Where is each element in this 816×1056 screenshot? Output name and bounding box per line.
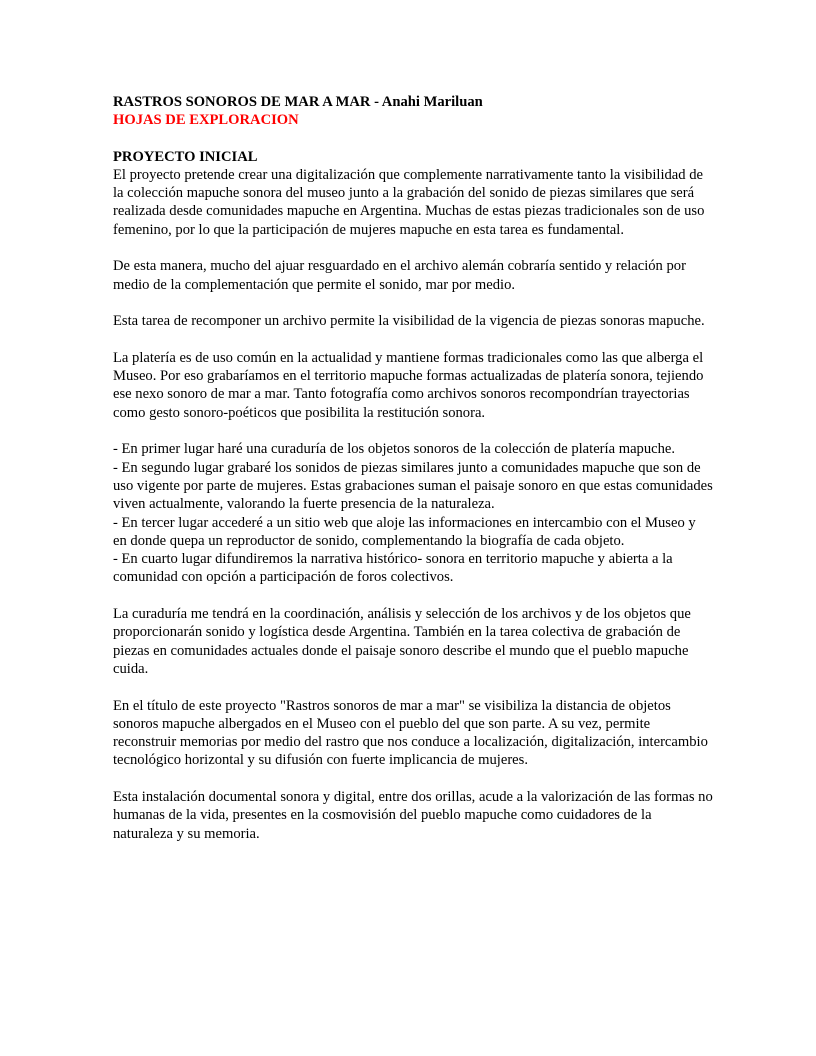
paragraph: La curaduría me tendrá en la coordinación, análisis y selección de los archivos y de los objetos que proporcionarán sonido y logística desde Argentina. También en la tarea colectiva de grabación de piezas en comunidades actuales donde el paisaje sonoro describe el mundo que el pueblo mapuche cuida. — [113, 606, 691, 677]
section-heading: PROYECTO INICIAL — [113, 148, 258, 165]
list-item: - En cuarto lugar difundiremos la narrativa histórico- sonora en territorio mapuche y abierta a la comunidad con opción a participación de foros colectivos. — [113, 551, 673, 586]
paragraph: Esta instalación documental sonora y digital, entre dos orillas, acude a la valorización de las formas no humanas de la vida, presentes en la cosmovisión del pueblo mapuche como cuidadores de la naturaleza y su memoria. — [113, 788, 713, 842]
paragraph: La platería es de uso común en la actualidad y mantiene formas tradicionales como las que alberga el Museo. Por eso grabaríamos en el territorio mapuche formas actualizadas de platería sonora, tejiendo ese nexo sonoro de mar a mar. Tanto fotografía como archivos sonoros recompondrían trayectorias como gesto sonoro-poéticos que posibilita la restitución sonora. — [113, 349, 704, 421]
list-item: - En tercer lugar accederé a un sitio web que aloje las informaciones en intercambio con el Museo y en donde quepa un reproductor de sonido, complementando la biografía de cada objeto. — [113, 514, 696, 549]
paragraph: De esta manera, mucho del ajuar resguardado en el archivo alemán cobraría sentido y relación por medio de la complementación que permite el sonido, mar por medio. — [113, 258, 686, 293]
document-title: RASTROS SONOROS DE MAR A MAR - Anahi Mariluan — [113, 94, 483, 110]
list-item: - En primer lugar haré una curaduría de los objetos sonoros de la colección de platería mapuche. — [113, 441, 676, 458]
task-list — [113, 440, 713, 586]
paragraph: En el título de este proyecto "Rastros sonoros de mar a mar" se visibiliza la distancia de objetos sonoros mapuche albergados en el Museo con el pueblo del que son parte. A su vez, permite reconstruir memorias por medio del rastro que nos conduce a localización, digitalización, intercambio tecnológico horizontal y su difusión con fuerte implicancia de mujeres. — [113, 697, 708, 769]
paragraph: El proyecto pretende crear una digitalización que complemente narrativamente tanto la visibilidad de la colección mapuche sonora del museo junto a la grabación del sonido de piezas similares que será realizada desde comunidades mapuche en Argentina. Muchas de estas piezas tradicionales son de uso femenino, por lo que la participación de mujeres mapuche en esta tarea es fundamental. — [113, 166, 705, 238]
list-item: - En segundo lugar grabaré los sonidos de piezas similares junto a comunidades mapuche que son de uso vigente por parte de mujeres. Estas grabaciones suman el paisaje sonoro en que estas comunidades viven actualmente, valorando la fuerte presencia de la naturaleza. — [113, 459, 713, 513]
document-page — [113, 93, 713, 861]
document-subtitle: HOJAS DE EXPLORACION — [113, 112, 299, 129]
paragraph: Esta tarea de recomponer un archivo permite la visibilidad de la vigencia de piezas sonoras mapuche. — [113, 313, 705, 330]
